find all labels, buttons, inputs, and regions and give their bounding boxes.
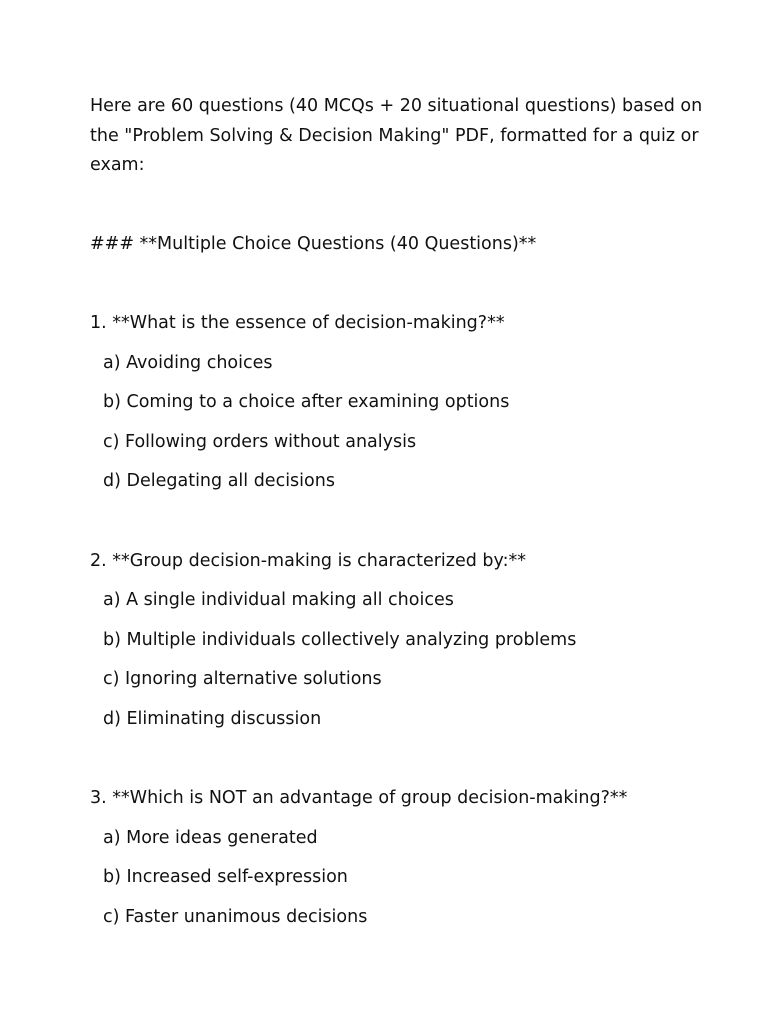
section-heading: ### **Multiple Choice Questions (40 Questions)**: [90, 233, 537, 254]
question-3: [90, 784, 668, 932]
section-heading-block: [90, 230, 668, 260]
option-c: c) Ignoring alternative solutions: [103, 669, 382, 689]
intro-line: exam:: [90, 155, 145, 175]
question-title: 2. **Group decision-making is characterized by:**: [90, 550, 526, 571]
option-c: c) Faster unanimous decisions: [103, 906, 368, 927]
option-b: b) Multiple individuals collectively analyzing problems: [103, 629, 577, 650]
question-title: 3. **Which is NOT an advantage of group decision-making?**: [90, 788, 628, 808]
question-title: 1. **What is the essence of decision-making?**: [90, 313, 505, 333]
option-b: b) Coming to a choice after examining options: [103, 392, 510, 412]
option-b: b) Increased self-expression: [103, 867, 348, 887]
option-a: a) A single individual making all choices: [103, 590, 454, 610]
question-1: [90, 309, 668, 497]
option-d: d) Eliminating discussion: [103, 708, 322, 729]
intro-paragraph: [90, 92, 703, 181]
option-a: a) Avoiding choices: [103, 352, 273, 373]
question-2: [90, 547, 668, 735]
option-c: c) Following orders without analysis: [103, 431, 417, 452]
intro-line: the "Problem Solving & Decision Making" PDF, formatted for a quiz or: [90, 125, 699, 146]
option-d: d) Delegating all decisions: [103, 471, 335, 491]
option-a: a) More ideas generated: [103, 827, 318, 848]
intro-line: Here are 60 questions (40 MCQs + 20 situational questions) based on: [90, 96, 703, 116]
